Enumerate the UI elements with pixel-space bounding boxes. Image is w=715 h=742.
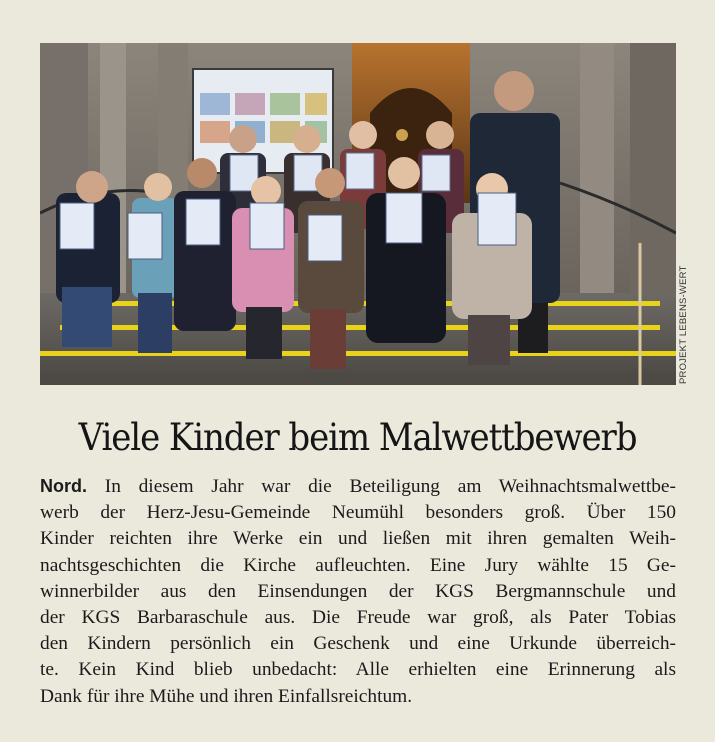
article-body — [40, 473, 676, 710]
dateline: Nord. — [40, 476, 87, 496]
article-line-4: nachtsgeschichten die Kirche aufleuchten. Eine Jury wählte 15 Ge- — [40, 554, 676, 576]
article-line-8: te. Kein Kind blieb unbedacht: Alle erhielten eine Erinnerung als — [40, 659, 676, 681]
article-line-5: winnerbilder aus den Einsendungen der KGS Bergmannschule und — [40, 580, 676, 602]
article-line-6: der KGS Barbaraschule aus. Die Freude war groß, als Pater Tobias — [40, 607, 676, 629]
article-line-7: den Kindern persönlich ein Geschenk und eine Urkunde überreich- — [40, 633, 676, 655]
group-photo-image — [40, 43, 676, 385]
article-line-9: Dank für ihre Mühe und ihren Einfallsreichtum. — [40, 685, 413, 707]
article-line-3: Kinder reichten ihre Werke ein und ließen mit ihren gemalten Weih- — [40, 528, 676, 550]
article-line-1: Nord. In diesem Jahr war die Beteiligung am Weihnachtsmalwettbe- — [40, 476, 676, 497]
article-headline: Viele Kinder beim Malwettbewerb — [78, 416, 637, 459]
article-line-2: werb der Herz-Jesu-Gemeinde Neumühl besonders groß. Über 150 — [40, 502, 676, 524]
photo-credit: PROJEKT LEBENS-WERT — [678, 265, 689, 384]
article-photo — [40, 43, 676, 385]
